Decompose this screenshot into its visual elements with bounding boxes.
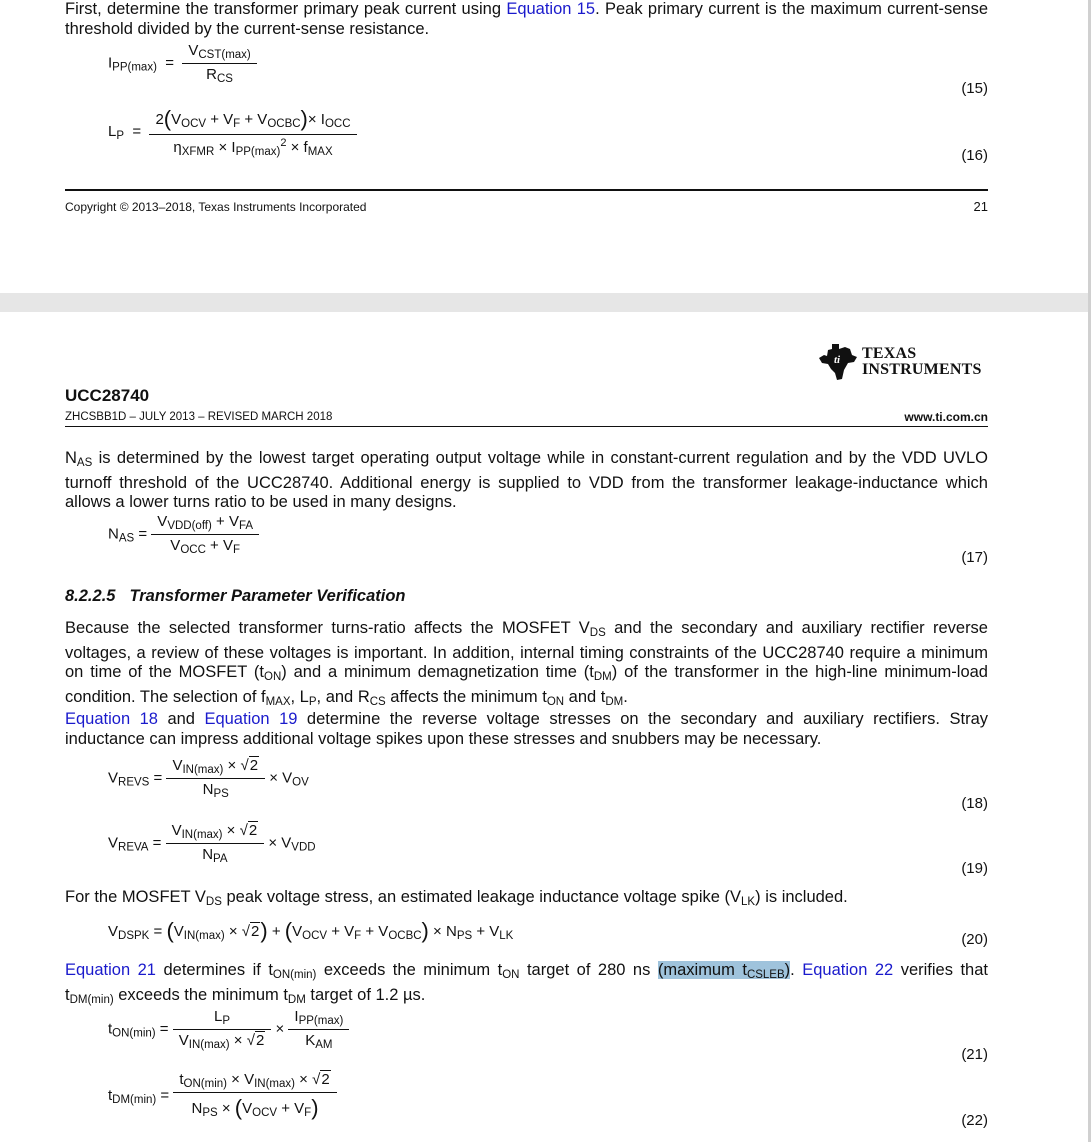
section-number: 8.2.2.5 [65, 587, 116, 605]
equation-19-link[interactable]: Equation 19 [204, 710, 298, 728]
footer-rule [65, 189, 988, 191]
highlighted-text: (maximum $t_{CSLEB}$) [657, 961, 791, 981]
mosfet-paragraph: For the MOSFET $V_{DS}$ peak voltage stress, an estimated leakage inductance voltage spike $(V_{LK})$ is included. [65, 888, 848, 908]
equation-19: $V_{REVA}$ = $\frac{V_{IN(max)} \times √2}{N_{PA}}$ × $V_{VDD}$ [108, 822, 316, 865]
footer-copyright: Copyright © 2013–2018, Texas Instruments Incorporated [65, 200, 367, 214]
verification-paragraph: Because the selected transformer turns-ratio affects the MOSFET $V_{DS}$ and the secondary and auxiliary rectifier reverse voltages, a review of these voltages is important. In addition, internal timing constraints of the UCC28740 require a minimum on time of the MOSFET $(t_{ON})$ and a minimum demagnetization time $(t_{DM})$ of the transformer in the high-line minimum-load condition. The selection of $f_{MAX}$, $L_P$, and $R_{CS}$ affects the minimum $t_{ON}$ and $t_{DM}$. [65, 619, 988, 708]
eq21-22-paragraph: Equation 21 determines if $t_{ON(min)}$ exceeds the minimum $t_{ON}$ target of 280 ns (maximum $t_{CSLEB}$). Equation 22 verifies that $t_{DM(min)}$ exceeds the minimum $t_{DM}$ target of 1.2 µs. [65, 961, 988, 1006]
nas-paragraph: $N_{AS}$ is determined by the lowest target operating output voltage while in constant-current regulation and by the VDD UVLO turnoff threshold of the UCC28740. Additional energy is supplied to VDD from the transformer leakage-inductance which allows a lower turns ratio to be used in many designs. [65, 449, 988, 511]
equation-18-number: (18) [961, 795, 988, 812]
equation-15-link[interactable]: Equation 15 [506, 0, 596, 18]
equation-20: $V_{DSPK} = (V_{IN(max)} \times √2) + (V_{OCV} + V_F + V_{OCBC}) \times N_{PS} + V_{LK}$ [108, 918, 514, 943]
equation-22-link[interactable]: Equation 22 [802, 961, 894, 979]
equation-17-number: (17) [961, 549, 988, 566]
ti-logo-icon [818, 343, 858, 381]
ti-logo [818, 343, 982, 381]
equation-16: $L_P$ = $\frac{2(V_{OCV} + V_F + V_{OCBC})\times I_{OCC}}{\eta_{XFMR} \times I_{PP(max)}^2 \times f_{MAX}}$ [108, 106, 357, 158]
intro-paragraph: First, determine the transformer primary peak current using Equation 15. Peak primary current is the maximum current-sense threshold divided by the current-sense resistance. [65, 0, 988, 38]
svg-text:ti: ti [834, 354, 841, 366]
equation-15: $I_{PP(max)}$ = $\frac{V_{CST(max)}}{R_{CS}}$ [108, 42, 257, 85]
equation-21: $t_{ON(min)}$ = $\frac{L_P}{V_{IN(max)} \times √2}$ × $\frac{I_{PP(max)}}{K_{AM}}$ [108, 1008, 349, 1051]
equation-18: $V_{REVS}$ = $\frac{V_{IN(max)} \times √2}{N_{PS}}$ × $V_{OV}$ [108, 757, 309, 800]
equation-18-link[interactable]: Equation 18 [65, 710, 158, 728]
equation-16-number: (16) [961, 147, 988, 164]
eq18-19-paragraph: Equation 18 and Equation 19 determine the reverse voltage stresses on the secondary and auxiliary rectifiers. Stray inductance can impress additional voltage spikes upon these stresses and snubbers may be necessary. [65, 710, 988, 748]
section-heading [65, 587, 406, 606]
equation-20-number: (20) [961, 931, 988, 948]
document-title: UCC28740 [65, 386, 150, 405]
equation-22-number: (22) [961, 1112, 988, 1129]
footer-page-number: 21 [973, 199, 988, 214]
page-separator [0, 293, 1091, 312]
equation-21-link[interactable]: Equation 21 [65, 961, 156, 979]
equation-19-number: (19) [961, 860, 988, 877]
equation-15-number: (15) [961, 80, 988, 97]
section-title: Transformer Parameter Verification [129, 587, 406, 605]
equation-22: $t_{DM(min)}$ = $\frac{t_{ON(min)} \times V_{IN(max)} \times √2}{N_{PS} \times (V_{OCV} + V_F)}$ [108, 1071, 337, 1121]
header-rule [65, 426, 988, 427]
document-url[interactable]: www.ti.com.cn [904, 410, 988, 424]
document-page-21 [0, 0, 1088, 293]
document-id: ZHCSBB1D – JULY 2013 – REVISED MARCH 2018 [65, 411, 333, 423]
equation-21-number: (21) [961, 1046, 988, 1063]
equation-17: $N_{AS}$ = $\frac{V_{VDD(off)} + V_{FA}}{V_{OCC} + V_F}$ [108, 513, 259, 556]
ti-logo-line2: INSTRUMENTS [862, 361, 982, 378]
ti-logo-line1: TEXAS [862, 345, 917, 362]
